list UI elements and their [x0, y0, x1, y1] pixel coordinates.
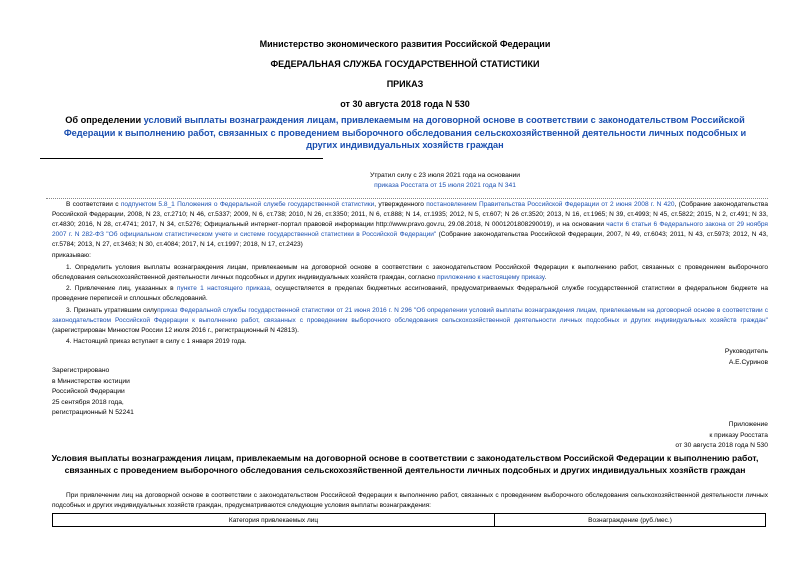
order-title-link[interactable]: условий выплаты вознаграждения лицам, привлекаемым на договорной основе в соответствии с законодательством Российской Федерации к выполнению работ, связанных с проведением выборочного обследования сельскохозяйственной деятельности личных подсобных и других индивидуальных хозяйств граждан	[63, 115, 747, 150]
link-subpoint-5-8-1[interactable]: подпунктом 5.8_1 Положения о Федеральной службе государственной статистики	[120, 201, 375, 208]
preamble-text-1: В соответствии с	[66, 201, 121, 208]
paragraph-3-end: (зарегистрирован Минюстом России 12 июля 2016 г., регистрационный N 42813).	[52, 327, 299, 334]
order-title-prefix: Об определении	[65, 115, 142, 125]
service-heading: ФЕДЕРАЛЬНАЯ СЛУЖБА ГОСУДАРСТВЕННОЙ СТАТИСТИКИ	[270, 59, 540, 69]
registration-line-5: регистрационный N 52241	[52, 409, 134, 416]
signature-name: А.Е.Суринов	[728, 358, 768, 366]
order-word: приказываю:	[52, 252, 91, 259]
doc-date-number: от 30 августа 2018 года N 530	[340, 99, 470, 109]
registration-line-4: 25 сентября 2018 года,	[52, 398, 124, 406]
doc-type-heading: ПРИКАЗ	[386, 79, 424, 89]
registration-line-3: Российской Федерации	[52, 388, 125, 395]
preamble-text-2: , утвержденного	[374, 201, 427, 208]
link-order-296[interactable]: приказ Федеральной службы государственной статистики от 21 июня 2016 г. N 296 "Об определении условий выплаты вознаграждения лицам, привлекаемым на договорной основе в соответствии с законодательством Российской Федерации к выполнению работ, связанных с проведением выборочного обследования сельскохозяйственной деятельности личных подсобных и других индивидуальных хозяйств граждан"	[52, 307, 768, 324]
appendix-header	[675, 420, 768, 452]
preamble-text-4: (Собрание законодательства Российской Федерации, 2007, N 49, ст.6043; 2011, N 43, ст.5973; 2012, N 43, ст.5784; 2013, N 27, ст.3463; N 30, ст.4084; 2017, N 14, ст.1997; 2018, N 17, ст.2423)	[52, 231, 768, 248]
preamble-paragraph	[52, 200, 768, 250]
table-header-category: Категория привлекаемых лиц	[53, 514, 495, 527]
paragraph-2-text: 2. Привлечение лиц, указанных в	[66, 285, 177, 292]
appendix-intro: При привлечении лиц на договорной основе в соответствии с законодательством Российской Федерации к выполнению работ, связанных с проведением выборочного обследования сельскохозяйственной деятельности личных подсобных и других индивидуальных хозяйств граждан, предусматриваются следующие условия выплаты вознаграждения:	[52, 492, 768, 509]
order-title	[48, 114, 762, 152]
registration-line-2: в Министерстве юстиции	[52, 377, 130, 385]
appendix-title: Условия выплаты вознаграждения лицам, привлекаемым на договорной основе в соответствии с законодательством Российской Федерации к выполнению работ, связанных с проведением выборочного обследования сельскохозяйственной деятельности личных подсобных и других индивидуальных хозяйств граждан	[51, 453, 759, 475]
registration-line-1: Зарегистрировано	[52, 367, 110, 374]
table-header-reward: Вознаграждение (руб./мес.)	[495, 514, 766, 527]
paragraph-1-text: 1. Определить условия выплаты вознаграждения лицам, привлекаемым на договорной основе в соответствии с законодательством Российской Федерации к выполнению работ, связанных с проведением выборочного обследования сельскохозяйственной деятельности личных подсобных и других индивидуальных хозяйств граждан, согласно	[52, 264, 768, 281]
link-point-1[interactable]: пункте 1 настоящего приказа	[176, 285, 271, 292]
signature-role: Руководитель	[724, 348, 768, 355]
appendix-date: от 30 августа 2018 года N 530	[675, 442, 768, 449]
paragraph-1	[52, 263, 768, 283]
registration-block	[52, 366, 134, 419]
paragraph-2-end: , осуществляется в пределах бюджетных ассигнований, предусматриваемых Федеральной службе государственной статистики в федеральном бюджете на проведение переписей и сплошных обследований.	[52, 285, 768, 302]
signature-block	[725, 347, 768, 368]
conditions-table	[52, 513, 766, 527]
appendix-label: Приложение	[728, 421, 768, 428]
preamble-text-3: , (Собрание законодательства Российской Федерации, 2008, N 23, ст.2710; N 46, ст.5337; 2009, N 6, ст.738; 2010, N 26, ст.3350; 2011, N 6, ст.888; N 14, ст.1935; 2012, N 5, ст.607; N 26 ст.3520; 2013, N 16, ст.1965; N 39, ст.4993; N 45, ст.5822; 2015, N 2, ст.491; N 33, ст.4830; 2016, N 28, ст.4741; 2017, N 34, ст.5276; Официальный интернет-портал правовой информации http://www.pravo.gov.ru, 29.08.2018, N 0001201808290019), и на основании	[52, 201, 768, 228]
lost-force-note	[325, 171, 565, 191]
link-government-resolution[interactable]: постановлением Правительства Российской Федерации от 2 июня 2008 г. N 420	[426, 201, 675, 208]
dotted-separator	[46, 198, 768, 199]
paragraph-3-text: 3. Признать утратившим силу	[66, 307, 158, 314]
table-header-row	[53, 514, 766, 527]
paragraph-3	[52, 306, 768, 336]
ministry-heading: Министерство экономического развития Российской Федерации	[259, 39, 551, 49]
lost-force-line: Утратил силу с 23 июля 2021 года на основании	[369, 172, 520, 179]
appendix-to: к приказу Росстата	[709, 431, 768, 439]
separator-line	[40, 158, 323, 159]
lost-force-link[interactable]: приказа Росстата от 15 июля 2021 года N 341	[374, 182, 516, 189]
paragraph-1-end: .	[544, 274, 547, 281]
paragraph-2	[52, 284, 768, 304]
paragraph-4: 4. Настоящий приказ вступает в силу с 1 января 2019 года.	[66, 338, 247, 345]
link-federal-law-282[interactable]: части 6 статьи 6 Федерального закона от 29 ноября 2007 г. N 282-ФЗ "Об официальном статистическом учете и системе государственной статистики в Российской Федерации"	[52, 221, 768, 238]
link-appendix[interactable]: приложению к настоящему приказу	[437, 274, 545, 281]
